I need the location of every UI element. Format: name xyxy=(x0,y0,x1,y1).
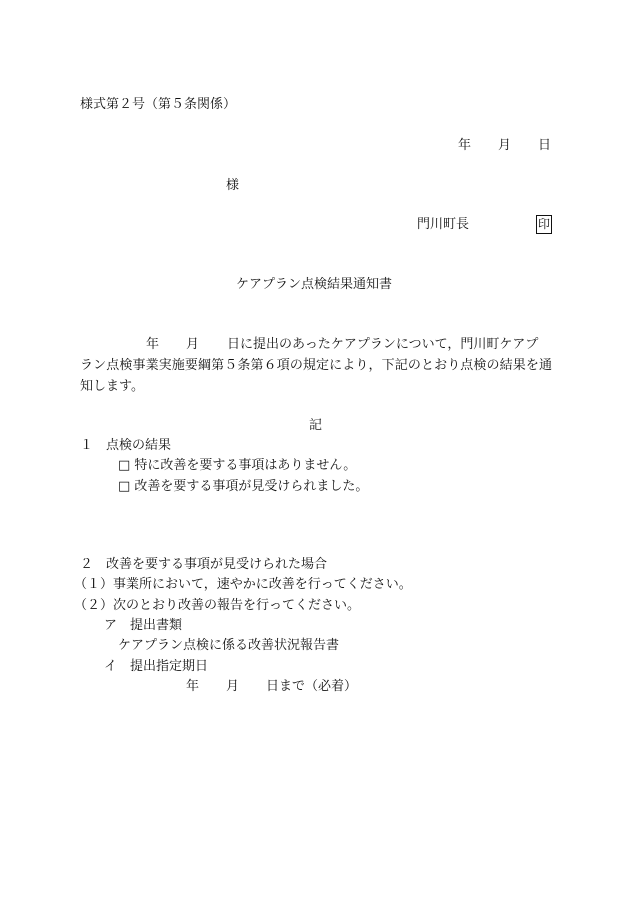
document-title: ケアプラン点検結果通知書 xyxy=(236,277,393,292)
section2-item2: （２）次のとおり改善の報告を行ってください。 xyxy=(74,598,361,613)
deadline-month: 月 xyxy=(226,679,240,694)
seal-mark: 印 xyxy=(536,215,552,234)
intro-text-rest: ラン点検事業実施要綱第５条第６項の規定により，下記のとおり点検の結果を通知します。 xyxy=(80,358,552,394)
section2-item1: （１）事業所において，速やかに改善を行ってください。 xyxy=(74,577,412,592)
addressee-suffix: 様 xyxy=(226,178,240,193)
sub-a-label: ア 提出書類 xyxy=(104,618,183,633)
sender-name: 門川町長 xyxy=(417,217,470,232)
date-day: 日 xyxy=(538,138,552,153)
form-number: 様式第２号（第５条関係） xyxy=(80,97,237,112)
option-issues-found: □ 改善を要する事項が見受けられました。 xyxy=(118,479,369,494)
intro-month: 月 xyxy=(186,337,200,352)
deadline-year: 年 xyxy=(186,679,200,694)
ki-heading: 記 xyxy=(309,418,323,433)
intro-paragraph xyxy=(80,334,552,397)
intro-text-line1: 日に提出のあったケアプランについて，門川町ケアプ xyxy=(227,337,539,352)
date-year: 年 xyxy=(458,138,472,153)
section2-heading: ２ 改善を要する事項が見受けられた場合 xyxy=(80,557,328,572)
sub-b-label: イ 提出指定期日 xyxy=(104,659,209,674)
section1-heading: １ 点検の結果 xyxy=(80,438,172,453)
deadline-day-suffix: 日まで（必着） xyxy=(266,679,358,694)
intro-year: 年 xyxy=(146,337,160,352)
date-month: 月 xyxy=(498,138,512,153)
option-no-issues: □ 特に改善を要する事項はありません。 xyxy=(118,458,357,473)
sub-a-value: ケアプラン点検に係る改善状況報告書 xyxy=(118,638,340,653)
